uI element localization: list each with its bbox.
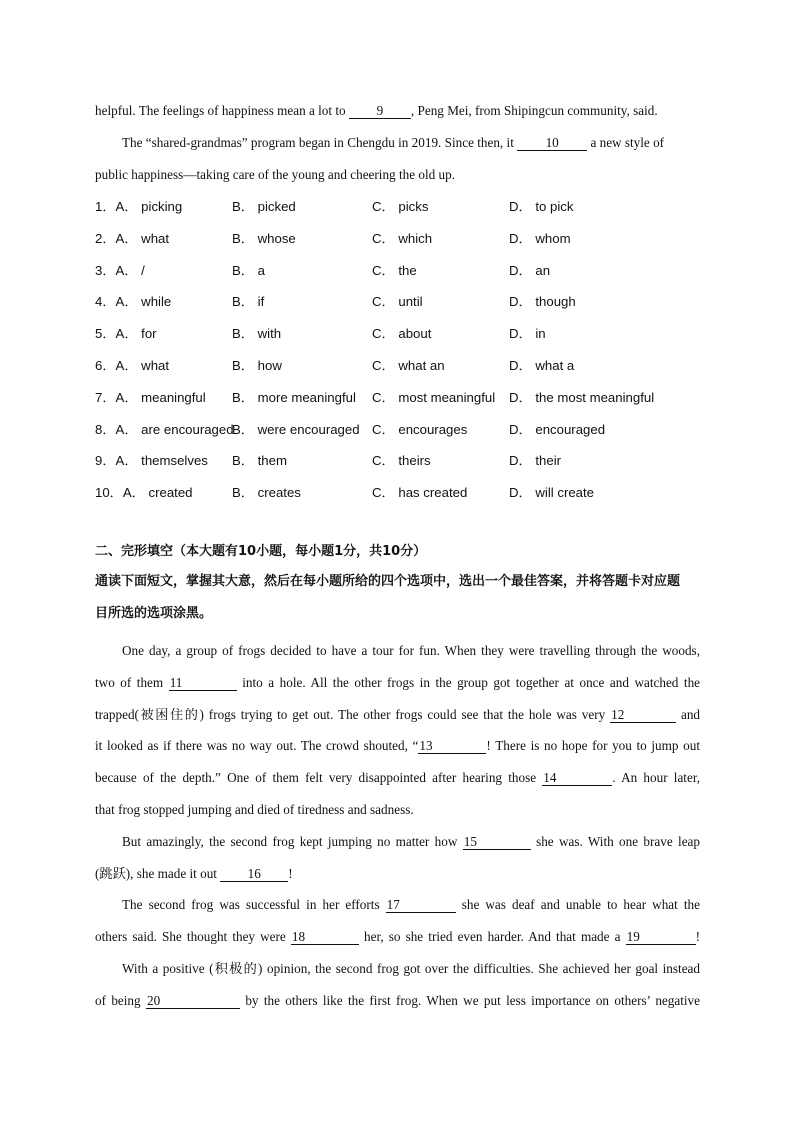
option-b: B． more meaningful bbox=[232, 390, 356, 405]
option-b: B． with bbox=[232, 326, 282, 341]
passage2-line-3 bbox=[95, 707, 700, 723]
option-a: 6．A． what bbox=[95, 358, 170, 373]
option-row-3 bbox=[95, 263, 715, 279]
option-b: B． how bbox=[232, 358, 282, 373]
option-row-8 bbox=[95, 422, 715, 438]
blank-13: 13 bbox=[418, 739, 486, 754]
text-segment: it looked as if there was no way out. The crowd shouted, “ bbox=[95, 738, 419, 753]
option-d: D． whom bbox=[509, 231, 571, 246]
blank-9: 9 bbox=[349, 104, 411, 119]
option-a: 3．A． / bbox=[95, 263, 145, 278]
blank-12: 12 bbox=[610, 708, 676, 723]
text-segment: she was deaf and unable to hear what the bbox=[461, 897, 701, 912]
passage1-line-3: public happiness—taking care of the young and cheering the old up. bbox=[95, 167, 455, 182]
option-c: C． encourages bbox=[372, 422, 468, 437]
option-d: D． an bbox=[509, 263, 551, 278]
option-d: D． encouraged bbox=[509, 422, 606, 437]
passage1-line-1 bbox=[95, 103, 700, 119]
option-d: D． will create bbox=[509, 485, 595, 500]
text-segment: . An hour later, bbox=[612, 770, 700, 785]
option-b: B． whose bbox=[232, 231, 296, 246]
blank-19: 19 bbox=[626, 930, 696, 945]
option-b: B． picked bbox=[232, 199, 296, 214]
option-c: C． about bbox=[372, 326, 432, 341]
section-instruction-line-1: 通读下面短文，掌握其大意，然后在每小题所给的四个选项中，选出一个最佳答案，并将答题卡对应题 bbox=[95, 574, 681, 589]
section-heading: 二、完形填空（本大题有10小题，每小题1分，共10分） bbox=[95, 544, 427, 559]
passage2-line-12 bbox=[95, 993, 700, 1009]
option-row-1 bbox=[95, 199, 715, 215]
passage2-line-8 bbox=[95, 866, 700, 882]
text-segment: trapped(被困住的) frogs trying to get out. The other frogs could see that the hole was very bbox=[95, 707, 606, 722]
option-a: 4．A． while bbox=[95, 294, 172, 309]
text-segment: she was. With one brave leap bbox=[536, 834, 701, 849]
option-c: C． theirs bbox=[372, 453, 431, 468]
text-segment: The “shared-grandmas” program began in Chengdu in 2019. Since then, it bbox=[122, 135, 514, 150]
blank-10: 10 bbox=[517, 136, 587, 151]
passage2-line-10 bbox=[95, 929, 700, 945]
text-segment: ! There is no hope for you to jump out bbox=[486, 738, 700, 753]
option-a: 5．A． for bbox=[95, 326, 157, 341]
blank-18: 18 bbox=[291, 930, 359, 945]
text-segment: by the others like the first frog. When we put less importance on others’ negative bbox=[245, 993, 701, 1008]
text-segment: and bbox=[680, 707, 701, 722]
option-row-4 bbox=[95, 294, 715, 310]
option-b: B． them bbox=[232, 453, 287, 468]
text-segment: of being bbox=[95, 993, 141, 1008]
option-a: 1．A． picking bbox=[95, 199, 183, 214]
text-segment: her, so she tried even harder. And that made a bbox=[364, 929, 621, 944]
option-c: C． picks bbox=[372, 199, 429, 214]
option-c: C． has created bbox=[372, 485, 468, 500]
passage2-line-9 bbox=[122, 897, 700, 913]
passage2-line-11: With a positive (积极的) opinion, the second frog got over the difficulties. She achieved her goal instead bbox=[122, 961, 700, 976]
option-d: D． their bbox=[509, 453, 562, 468]
text-segment: others said. She thought they were bbox=[95, 929, 286, 944]
option-d: D． to pick bbox=[509, 199, 574, 214]
option-row-5 bbox=[95, 326, 715, 342]
passage2-line-2 bbox=[95, 675, 700, 691]
option-row-10 bbox=[95, 485, 715, 501]
blank-16: 16 bbox=[220, 867, 288, 882]
blank-11: 11 bbox=[169, 676, 237, 691]
text-segment: two of them bbox=[95, 675, 164, 690]
option-a: 2．A． what bbox=[95, 231, 170, 246]
passage2-line-4 bbox=[95, 738, 700, 754]
option-b: B． if bbox=[232, 294, 265, 309]
passage2-line-6: that frog stopped jumping and died of tiredness and sadness. bbox=[95, 802, 414, 817]
option-row-2 bbox=[95, 231, 715, 247]
text-segment: into a hole. All the other frogs in the group got together at once and watched the bbox=[242, 675, 701, 690]
passage2-line-5 bbox=[95, 770, 700, 786]
option-b: B． a bbox=[232, 263, 265, 278]
option-d: D． what a bbox=[509, 358, 575, 373]
option-c: C． most meaningful bbox=[372, 390, 496, 405]
option-a: 10．A． created bbox=[95, 485, 193, 500]
option-row-7 bbox=[95, 390, 715, 406]
option-b: B． were encouraged bbox=[232, 422, 360, 437]
passage2-line-7 bbox=[122, 834, 700, 850]
option-a: 8．A． are encouraged bbox=[95, 422, 234, 437]
blank-15: 15 bbox=[463, 835, 531, 850]
option-d: D． in bbox=[509, 326, 546, 341]
passage2-line-1: One day, a group of frogs decided to have a tour for fun. When they were travelling through the woods, bbox=[122, 643, 700, 658]
text-segment: because of the depth.” One of them felt very disappointed after hearing those bbox=[95, 770, 537, 785]
blank-14: 14 bbox=[542, 771, 612, 786]
text-segment: , Peng Mei, from Shipingcun community, said. bbox=[410, 103, 658, 118]
option-a: 9．A． themselves bbox=[95, 453, 208, 468]
option-c: C． what an bbox=[372, 358, 445, 373]
option-c: C． the bbox=[372, 263, 417, 278]
option-c: C． until bbox=[372, 294, 423, 309]
option-d: D． the most meaningful bbox=[509, 390, 655, 405]
text-segment: (跳跃), she made it out bbox=[95, 866, 217, 881]
text-segment: ! bbox=[695, 929, 701, 944]
section-instruction-line-2: 目所选的选项涂黑。 bbox=[95, 606, 213, 621]
option-b: B． creates bbox=[232, 485, 301, 500]
blank-20: 20 bbox=[146, 994, 240, 1009]
option-d: D． though bbox=[509, 294, 576, 309]
option-row-9 bbox=[95, 453, 715, 469]
text-segment: ! bbox=[288, 866, 293, 881]
text-segment: helpful. The feelings of happiness mean a lot to bbox=[95, 103, 346, 118]
text-segment: a new style of bbox=[590, 135, 665, 150]
option-c: C． which bbox=[372, 231, 433, 246]
text-segment: The second frog was successful in her efforts bbox=[122, 897, 380, 912]
option-row-6 bbox=[95, 358, 715, 374]
blank-17: 17 bbox=[386, 898, 456, 913]
passage1-line-2 bbox=[122, 135, 700, 151]
option-a: 7．A． meaningful bbox=[95, 390, 206, 405]
text-segment: But amazingly, the second frog kept jumping no matter how bbox=[122, 834, 458, 849]
